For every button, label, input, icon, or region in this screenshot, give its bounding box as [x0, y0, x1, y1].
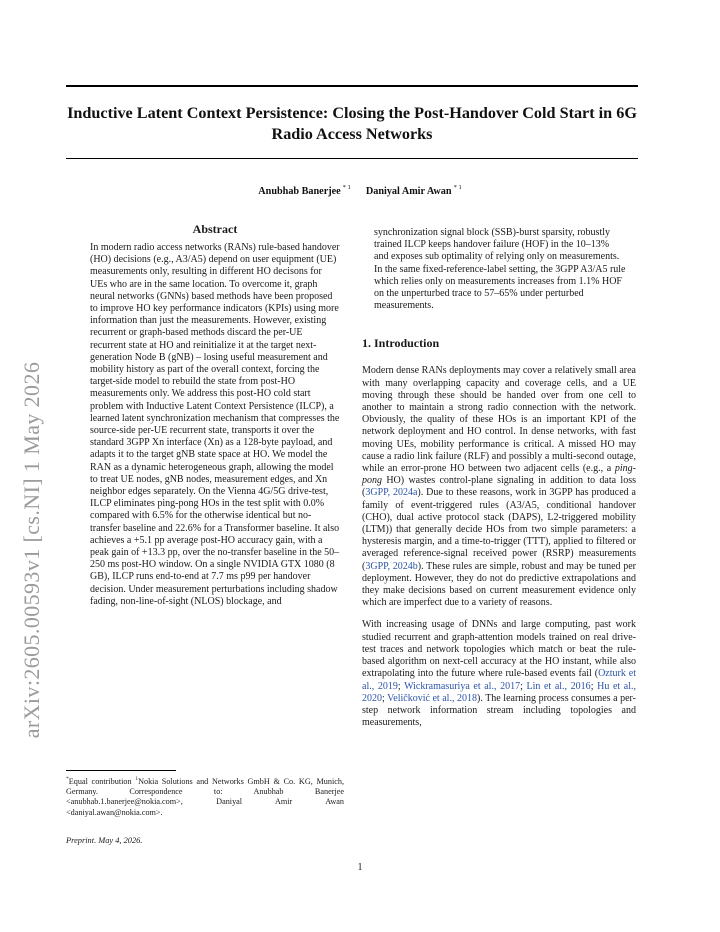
author-name: Anubhab Banerjee — [258, 186, 341, 197]
abstract-text: In modern radio access networks (RANs) rule-based handover (HO) decisions (e.g., A3/A5) depend on user equipment (UE) measurements only, resulting in different HO decisons for UEs who are in the same location. To overcome it, graph neural networks (GNNs) based methods have been proposed to improve HO key performance indicators (KPIs) using more information than just the measurements. However, existing recurrent or graph-based methods discard the per-UE recurrent state at HO and reinitialize it at the target next-generation Node B (gNB) – losing useful measurement and mobility history as part of the overall context, forcing the target-side model to rebuild the state from post-HO measurements only. We address this post-HO cold start problem with Inductive Latent Context Persistence (ILCP), a learned latent synchronization mechanism that compresses the source-side per-UE recurrent state, transports it over the standard 3GPP Xn interface (Xn) as a 128-byte payload, and adapts it to the target gNB state space at HO. We model the RAN as a dynamic heterogeneous graph, allowing the model to treat UE nodes, gNB nodes, measurement edges, and Xn neighbor edges separately. On the Vienna 4G/5G drive-test, ILCP eliminates ping-pong HOs in the test split with 0.0% compared with 6.5% for the otherwise identical but no-transfer baseline and 22.6% for a Transformer baseline. It also achieves a +5.1 pp average post-HO accuracy gain, with a peak gain of +13.3 pp, over the no-transfer baseline in the 50–250 ms post-HO window. On a single NVIDIA GTX 1080 (8 GB), ILCP runs end-to-end at 7.7 ms p99 per handover decision. Under measurement perturbations including shadow fading, non-line-of-sight (NLOS) blockage, and — [90, 242, 340, 607]
footnote-rule — [66, 770, 176, 771]
left-column — [86, 222, 344, 608]
citation-link[interactable]: Wickramasuriya et al., 2017 — [404, 680, 521, 692]
preprint-note: Preprint. May 4, 2026. — [66, 836, 143, 845]
title-bottom-rule — [66, 158, 638, 159]
arxiv-identifier-stamp: arXiv:2605.00593v1 [cs.NI] 1 May 2026 — [19, 361, 44, 739]
author-affiliation-mark: * 1 — [342, 184, 351, 191]
section-heading-introduction: 1. Introduction — [362, 336, 440, 351]
author-name: Daniyal Amir Awan — [365, 186, 452, 197]
abstract-continuation: synchronization signal block (SSB)-burst sparsity, robustly trained ILCP keeps handover failure (HOF) in the 10–13% and exposes sub optimality of relying only on measurements. In the same fixed-reference-label setting, the 3GPP A3/A5 rule which relies only on measurements increases from 1.1% HOF on the unperturbed trace to 57–65% under perturbed measurements. — [374, 227, 626, 312]
author-affiliation-mark: * 1 — [453, 184, 462, 191]
page-number: 1 — [357, 862, 363, 873]
title-top-rule — [66, 85, 638, 87]
intro-paragraph-2: With increasing usage of DNNs and large computing, past work studied recurrent and graph-attention models trained on real drive-test traces and network topologies which match or beat the rule-based algorithm on next-cell accuracy at the HO instant, while also extrapolating into the future where rule-based events fail (Ozturk et al., 2019; Wickramasuriya et al., 2017; Lin et al., 2016; Hu et al., 2020; Veličković et al., 2018). The learning process consumes a per-step network information stream including topologies and measurements, — [362, 619, 636, 729]
citation-link[interactable]: Ozturk et al., 2019 — [362, 668, 636, 692]
intro-paragraph-1: Modern dense RANs deployments may cover a relatively small area with many overlapping capacity and coverage cells, and a UE moving through these should be handed over from one cell to another to maintain a strong radio connection with the network. Obviously, the quality of these HOs is an important KPI of the network deployment and HO control. In dense networks, with fast moving UEs, mobility performance is critical. A missed HO may cause a radio link failure (RLF) and possibly a multi-second outage, while an error-prone HO between two adjacent cells (e.g., a ping-pong HO) wastes control-plane signaling in addition to data loss (3GPP, 2024a). Due to these reasons, work in 3GPP has produced a family of event-triggered rules (A3/A5, conditional handover (CHO), dual active protocol stack (DAPS), L2-triggered mobility (LTM)) that generally decide HOs from two simple parameters: a hysteresis margin, and a time-to-trigger (TTT), applied to filtered or averaged reference-signal received power (RSRP) measurements (3GPP, 2024b). These rules are simple, robust and may be tuned per deployment. However, they do not do predictive extrapolations and they make decisions based on current measurement evidence only which are imperfect due to a variety of reasons. — [362, 365, 636, 609]
citation-link[interactable]: Lin et al., 2016 — [526, 680, 591, 692]
citation-link[interactable]: Hu et al., 2020 — [362, 680, 636, 704]
citation-link[interactable]: 3GPP, 2024b — [365, 560, 418, 572]
abstract-heading: Abstract — [192, 222, 238, 236]
right-column — [362, 227, 636, 729]
citation-link[interactable]: 3GPP, 2024a — [365, 487, 418, 499]
author-list — [0, 184, 720, 197]
paper-title: Inductive Latent Context Persistence: Closing the Post-Handover Cold Start in 6G Radio Access Networks — [67, 104, 637, 143]
citation-link[interactable]: Veličković et al., 2018 — [387, 692, 477, 704]
footnote: *Equal contribution $^1$Nokia Solutions and Networks GmbH & Co. KG, Munich, Germany. Correspondence to: Anubhab Banerjee <anubhab.1.banerjee@nokia.com>, Daniyal Amir Awan <daniyal.awan@nokia.com>. — [66, 776, 345, 817]
